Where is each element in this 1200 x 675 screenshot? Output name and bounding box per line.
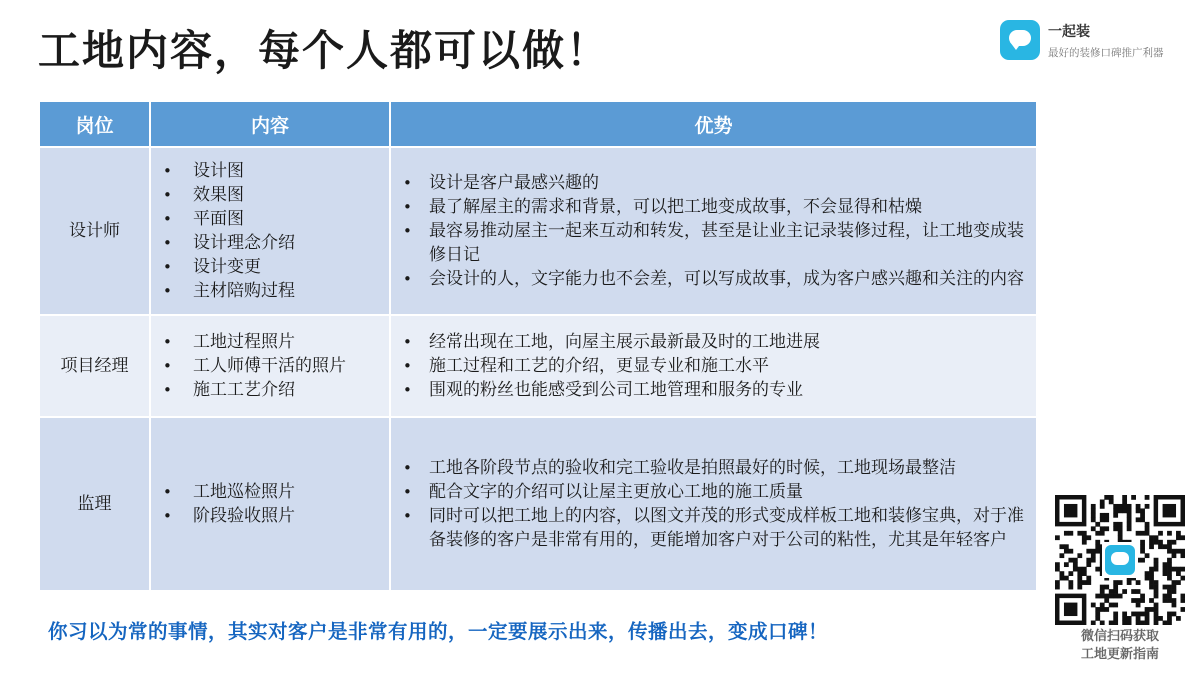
list-item: • 同时可以把工地上的内容，以图文并茂的形式变成样板工地和装修宝典，对于准备装修的客户是非常有用的，更能增加客户对于公司的粘性，尤其是年轻客户 xyxy=(391,504,1036,552)
position-cell: 监理 xyxy=(39,417,150,591)
brand-logo-icon xyxy=(1000,20,1040,60)
advantage-cell xyxy=(390,417,1037,591)
list-item: • 平面图 xyxy=(151,207,389,231)
page-title: 工地内容，每个人都可以做！ xyxy=(38,26,611,75)
list-item: • 经常出现在工地，向屋主展示最新最及时的工地进展 xyxy=(391,330,1036,354)
list-item: • 工地巡检照片 xyxy=(151,480,389,504)
list-item: • 设计图 xyxy=(151,159,389,183)
content-cell xyxy=(150,147,390,315)
list-item: • 工地各阶段节点的验收和完工验收是拍照最好的时候，工地现场最整洁 xyxy=(391,456,1036,480)
table-row xyxy=(39,417,1037,591)
list-item: • 施工过程和工艺的介绍，更显专业和施工水平 xyxy=(391,354,1036,378)
list-item: • 会设计的人，文字能力也不会差，可以写成故事，成为客户感兴趣和关注的内容 xyxy=(391,267,1036,291)
list-item: • 设计变更 xyxy=(151,255,389,279)
list-item: • 阶段验收照片 xyxy=(151,504,389,528)
list-item: • 效果图 xyxy=(151,183,389,207)
position-cell: 设计师 xyxy=(39,147,150,315)
list-item: • 主材陪购过程 xyxy=(151,279,389,303)
content-cell xyxy=(150,315,390,417)
qr-caption-line2: 工地更新指南 xyxy=(1080,647,1159,662)
content-table xyxy=(38,100,1038,592)
table-row xyxy=(39,315,1037,417)
brand-slogan: 最好的装修口碑推广利器 xyxy=(1048,46,1164,59)
list-item: • 工地过程照片 xyxy=(151,330,389,354)
list-item: • 围观的粉丝也能感受到公司工地管理和服务的专业 xyxy=(391,378,1036,402)
list-item: • 施工工艺介绍 xyxy=(151,378,389,402)
footer-tagline: 你习以为常的事情，其实对客户是非常有用的，一定要展示出来，传播出去，变成口碑！ xyxy=(48,620,829,643)
list-item: • 设计理念介绍 xyxy=(151,231,389,255)
qr-caption xyxy=(1052,628,1188,664)
brand-name: 一起装 xyxy=(1048,23,1090,40)
qr-code-icon[interactable] xyxy=(1055,495,1185,625)
brand-block[interactable] xyxy=(1000,20,1164,60)
advantage-cell xyxy=(390,147,1037,315)
table-header-row xyxy=(39,101,1037,147)
header-position: 岗位 xyxy=(39,101,150,147)
header-advantage: 优势 xyxy=(390,101,1037,147)
list-item: • 配合文字的介绍可以让屋主更放心工地的施工质量 xyxy=(391,480,1036,504)
advantage-cell xyxy=(390,315,1037,417)
list-item: • 最容易推动屋主一起来互动和转发，甚至是让业主记录装修过程，让工地变成装修日记 xyxy=(391,219,1036,267)
list-item: • 最了解屋主的需求和背景，可以把工地变成故事，不会显得和枯燥 xyxy=(391,195,1036,219)
content-cell xyxy=(150,417,390,591)
header-content: 内容 xyxy=(150,101,390,147)
qr-caption-line1: 微信扫码获取 xyxy=(1080,629,1159,644)
table-row xyxy=(39,147,1037,315)
position-cell: 项目经理 xyxy=(39,315,150,417)
list-item: • 设计是客户最感兴趣的 xyxy=(391,171,1036,195)
list-item: • 工人师傅干活的照片 xyxy=(151,354,389,378)
